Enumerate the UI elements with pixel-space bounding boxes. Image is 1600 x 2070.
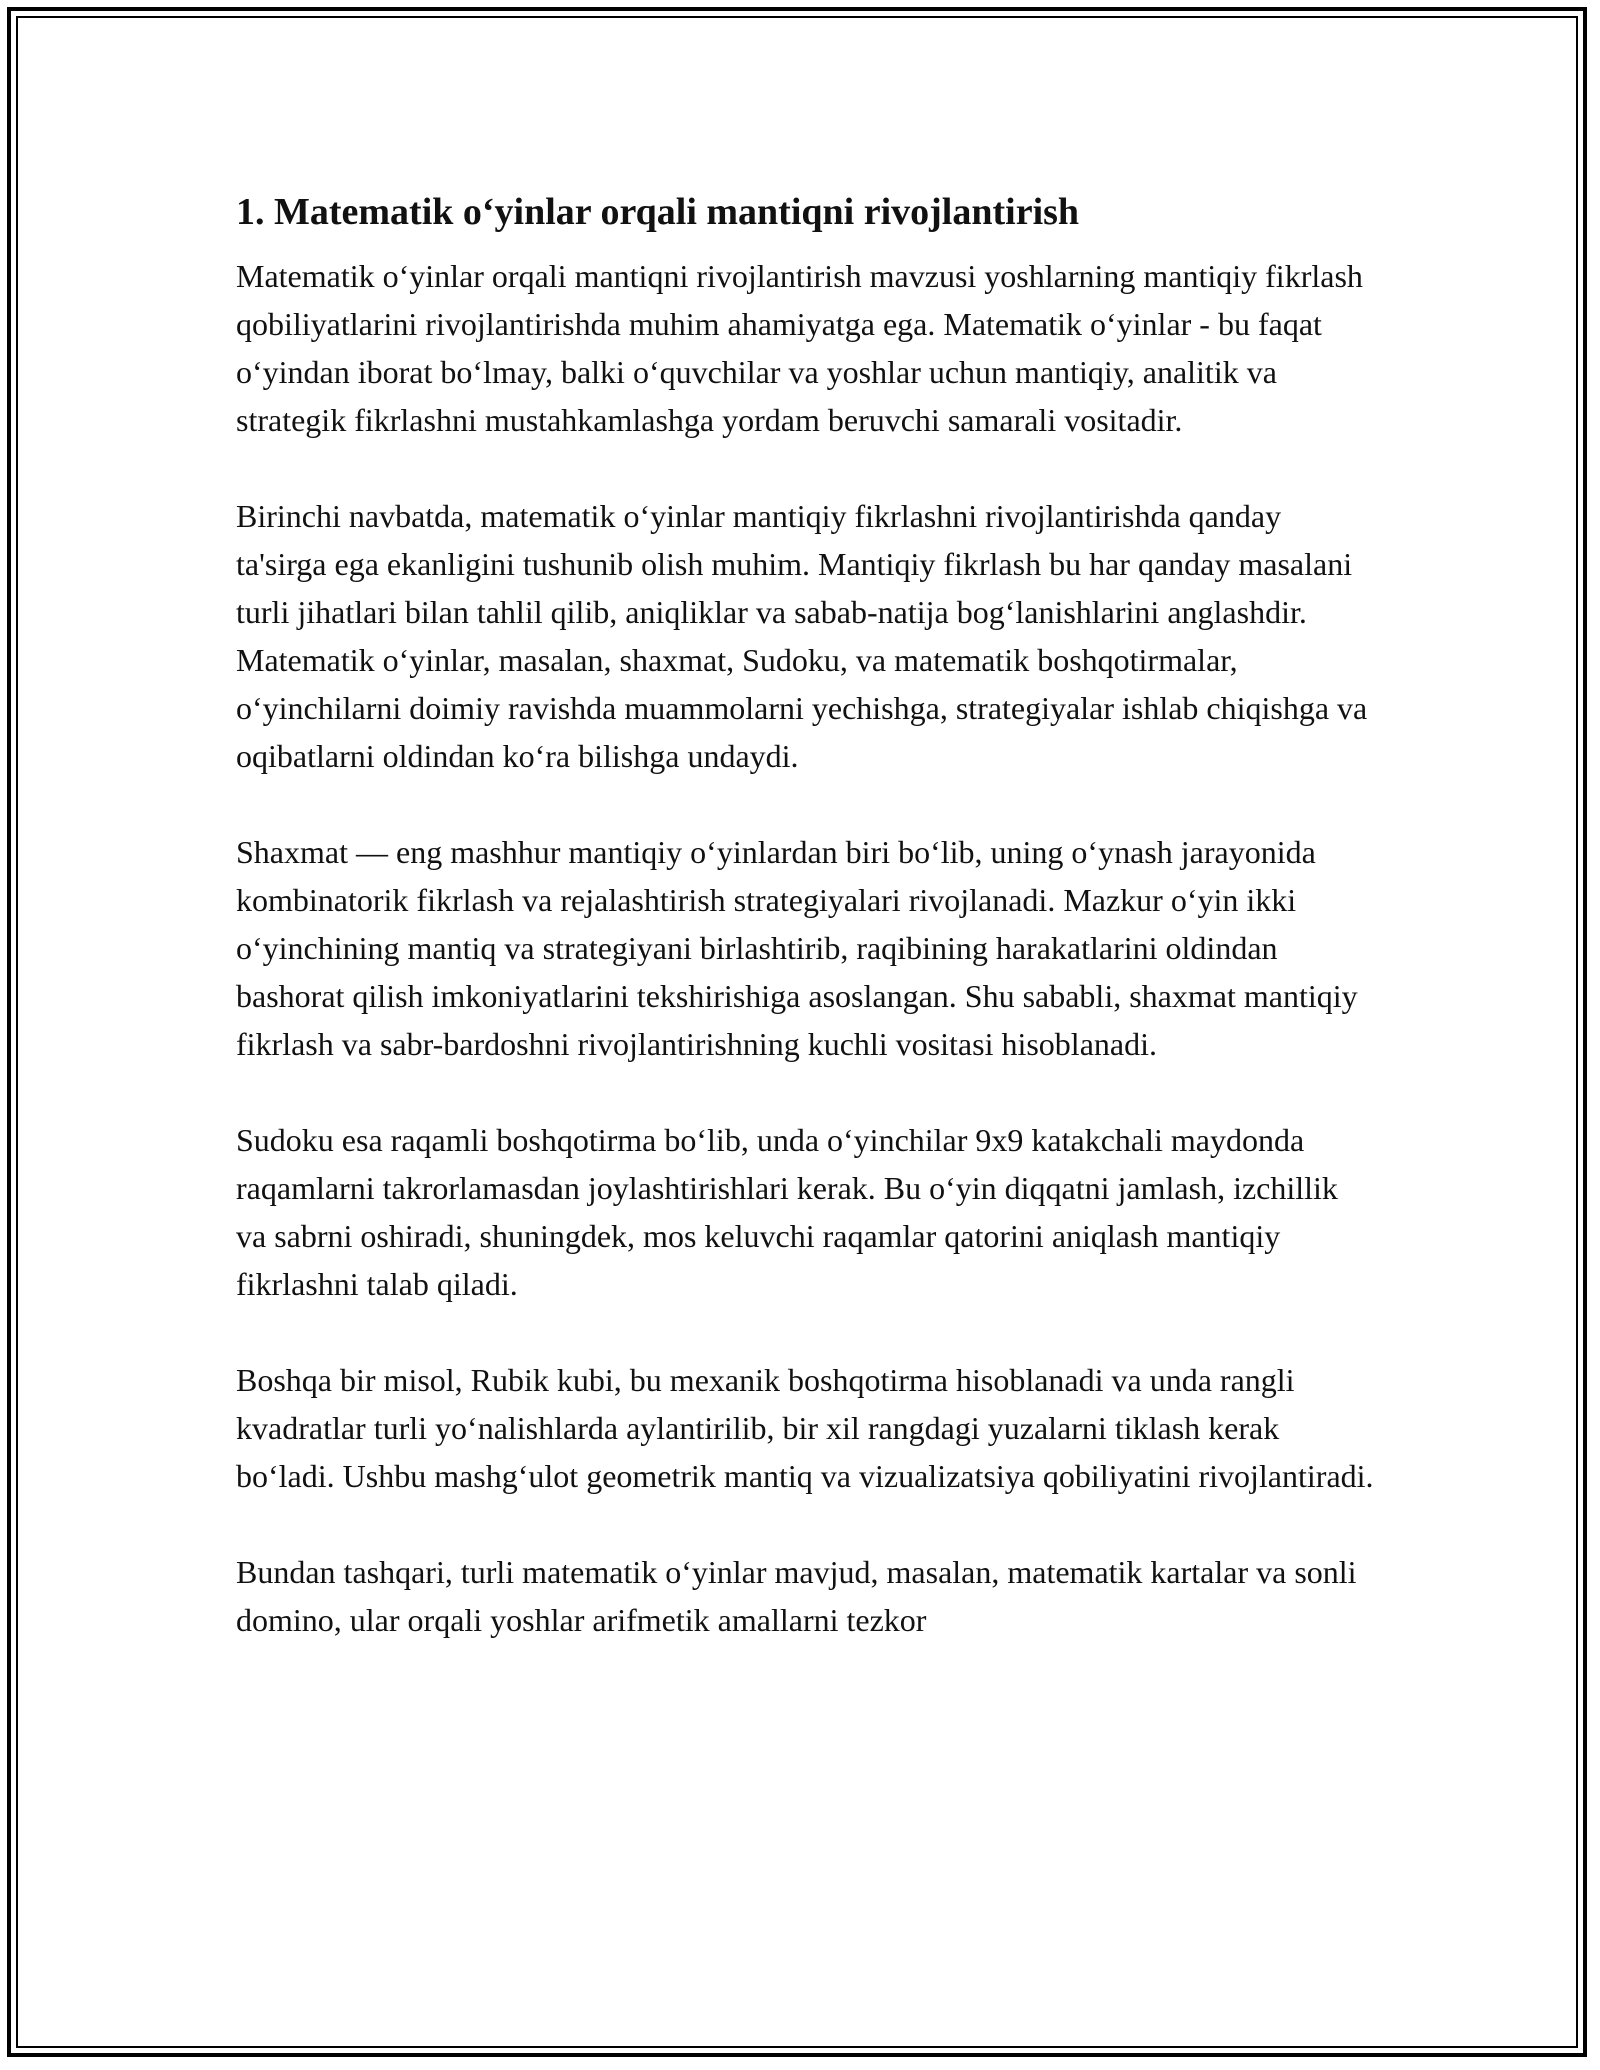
paragraph-other-games: Bundan tashqari, turli matematik o‘yinlar mavjud, masalan, matematik kartalar va sonli domino, ular orqali yoshlar arifmetik amallarni tezkor (236, 1554, 1357, 1638)
paragraph-chess: Shaxmat — eng mashhur mantiqiy o‘yinlardan biri bo‘lib, uning o‘ynash jarayonida kombinatorik fikrlash va rejalashtirish strategiyalari rivojlanadi. Mazkur o‘yin ikki o‘yinchining mantiq va strategiyani birlashtirib, raqibining harakatlarini oldindan bashorat qilish imkoniyatlarini tekshirishiga asoslangan. Shu sababli, shaxmat mantiqiy fikrlash va sabr-bardoshni rivojlantirishning kuchli vositasi hisoblanadi. (236, 834, 1358, 1062)
paragraph-sudoku: Sudoku esa raqamli boshqotirma bo‘lib, unda o‘yinchilar 9x9 katakchali maydonda raqamlarni takrorlamasdan joylashtirishlari kerak. Bu o‘yin diqqatni jamlash, izchillik va sabrni oshiradi, shuningdek, mos keluvchi raqamlar qatorini aniqlash mantiqiy fikrlashni talab qiladi. (236, 1122, 1338, 1302)
paragraph-intro: Matematik o‘yinlar orqali mantiqni rivojlantirish mavzusi yoshlarning mantiqiy fikrlash qobiliyatlarini rivojlantirishda muhim ahamiyatga ega. Matematik o‘yinlar - bu faqat o‘yindan iborat bo‘lmay, balki o‘quvchilar va yoshlar uchun mantiqiy, analitik va strategik fikrlashni mustahkamlashga yordam beruvchi samarali vositadir. (236, 258, 1363, 438)
document-body (236, 186, 1376, 1692)
section-heading: 1. Matematik o‘yinlar orqali mantiqni rivojlantirish (236, 191, 1080, 233)
paragraph-logical-thinking: Birinchi navbatda, matematik o‘yinlar mantiqiy fikrlashni rivojlantirishda qanday ta'sirga ega ekanligini tushunib olish muhim. Mantiqiy fikrlash bu har qanday masalani turli jihatlari bilan tahlil qilib, aniqliklar va sabab-natija bog‘lanishlarini anglashdir. Matematik o‘yinlar, masalan, shaxmat, Sudoku, va matematik boshqotirmalar, o‘yinchilarni doimiy ravishda muammolarni yechishga, strategiyalar ishlab chiqishga va oqibatlarni oldindan ko‘ra bilishga undaydi. (236, 498, 1368, 774)
paragraph-rubik: Boshqa bir misol, Rubik kubi, bu mexanik boshqotirma hisoblanadi va unda rangli kvadratlar turli yo‘nalishlarda aylantirilib, bir xil rangdagi yuzalarni tiklash kerak bo‘ladi. Ushbu mashg‘ulot geometrik mantiq va vizualizatsiya qobiliyatini rivojlantiradi. (236, 1362, 1374, 1494)
